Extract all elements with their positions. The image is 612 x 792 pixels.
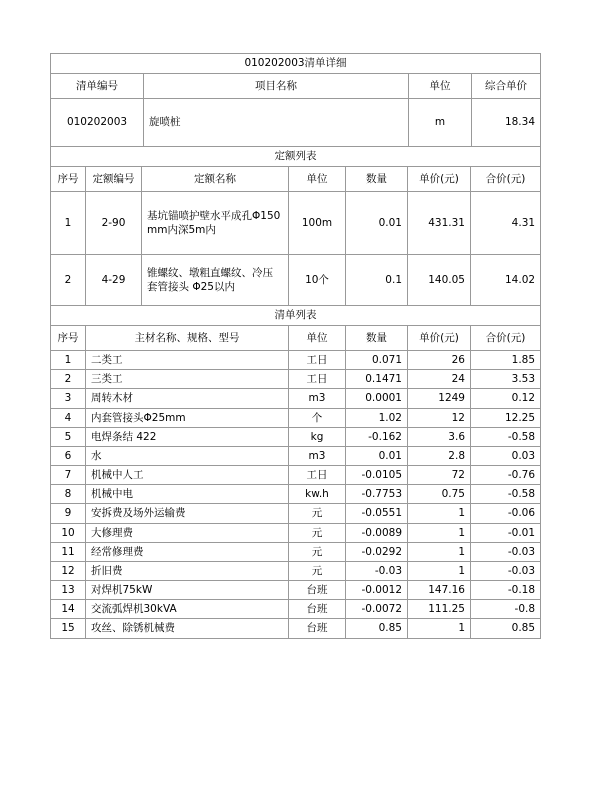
detail-row-cell: -0.0072 xyxy=(346,600,408,619)
detail-row xyxy=(51,600,541,619)
detail-table xyxy=(50,305,541,639)
detail-row-cell: 2 xyxy=(51,370,86,389)
detail-row-cell: 1 xyxy=(408,619,471,638)
detail-row-cell: 1 xyxy=(408,561,471,580)
detail-row-cell: 1 xyxy=(408,504,471,523)
quota-header-cell: 单位 xyxy=(289,167,346,192)
detail-row-cell: m3 xyxy=(289,389,346,408)
detail-row-cell: 内套管接头Φ25mm xyxy=(86,408,289,427)
bill-detail-document xyxy=(50,53,540,639)
detail-header-row xyxy=(51,326,541,351)
detail-row-cell: -0.01 xyxy=(471,523,541,542)
detail-row-cell: 7 xyxy=(51,466,86,485)
detail-row-cell: 折旧费 xyxy=(86,561,289,580)
summary-row-cell: 旋喷桩 xyxy=(144,99,409,147)
detail-row-cell: 0.85 xyxy=(471,619,541,638)
detail-row-cell: 机械中电 xyxy=(86,485,289,504)
quota-row-cell: 锥螺纹、墩粗直螺纹、冷压套管接头 Φ25以内 xyxy=(142,255,289,306)
detail-row-cell: -0.58 xyxy=(471,427,541,446)
detail-row-cell: -0.162 xyxy=(346,427,408,446)
detail-row xyxy=(51,542,541,561)
quota-row-cell: 14.02 xyxy=(471,255,541,306)
quota-row-cell: 1 xyxy=(51,192,86,255)
detail-table-body xyxy=(51,351,541,639)
detail-row-cell: 0.85 xyxy=(346,619,408,638)
detail-row-cell: 工日 xyxy=(289,466,346,485)
detail-row-cell: 11 xyxy=(51,542,86,561)
detail-row-cell: -0.8 xyxy=(471,600,541,619)
summary-row-cell: m xyxy=(409,99,472,147)
detail-row-cell: 26 xyxy=(408,351,471,370)
summary-row xyxy=(51,99,541,147)
detail-row xyxy=(51,351,541,370)
detail-header-cell: 单价(元) xyxy=(408,326,471,351)
quota-row xyxy=(51,255,541,306)
detail-row-cell: 3.6 xyxy=(408,427,471,446)
detail-row-cell: 安拆费及场外运输费 xyxy=(86,504,289,523)
detail-row-cell: 0.01 xyxy=(346,446,408,465)
detail-row-cell: 5 xyxy=(51,427,86,446)
quota-row-cell: 基坑锚喷护壁水平成孔Φ150mm内深5m内 xyxy=(142,192,289,255)
document-title: 010202003清单详细 xyxy=(51,54,541,74)
detail-row-cell: kw.h xyxy=(289,485,346,504)
detail-row-cell: -0.0105 xyxy=(346,466,408,485)
quota-row-cell: 100m xyxy=(289,192,346,255)
detail-row-cell: 14 xyxy=(51,600,86,619)
quota-row-cell: 140.05 xyxy=(408,255,471,306)
detail-row-cell: -0.58 xyxy=(471,485,541,504)
detail-header-cell: 合价(元) xyxy=(471,326,541,351)
detail-row-cell: -0.18 xyxy=(471,581,541,600)
detail-row-cell: 4 xyxy=(51,408,86,427)
detail-row-cell: 1.85 xyxy=(471,351,541,370)
detail-row-cell: 元 xyxy=(289,504,346,523)
detail-row xyxy=(51,389,541,408)
quota-table-body xyxy=(51,192,541,306)
detail-row xyxy=(51,485,541,504)
detail-row xyxy=(51,427,541,446)
detail-row-cell: 0.0001 xyxy=(346,389,408,408)
detail-row-cell: -0.76 xyxy=(471,466,541,485)
quota-section-title: 定额列表 xyxy=(51,147,541,167)
summary-table-body xyxy=(51,99,541,147)
detail-row-cell: -0.03 xyxy=(346,561,408,580)
quota-header-cell: 定额名称 xyxy=(142,167,289,192)
detail-row-cell: 13 xyxy=(51,581,86,600)
detail-row-cell: m3 xyxy=(289,446,346,465)
detail-row-cell: 12 xyxy=(51,561,86,580)
detail-row-cell: 交流弧焊机30kVA xyxy=(86,600,289,619)
detail-row-cell: 大修理费 xyxy=(86,523,289,542)
quota-header-cell: 定额编号 xyxy=(86,167,142,192)
quota-header-cell: 合价(元) xyxy=(471,167,541,192)
summary-header-cell: 综合单价 xyxy=(472,74,541,99)
detail-row-cell: 3 xyxy=(51,389,86,408)
detail-row-cell: 元 xyxy=(289,561,346,580)
detail-row-cell: 0.1471 xyxy=(346,370,408,389)
detail-row-cell: 2.8 xyxy=(408,446,471,465)
detail-row-cell: 0.12 xyxy=(471,389,541,408)
quota-row xyxy=(51,192,541,255)
detail-row-cell: 攻丝、除锈机械费 xyxy=(86,619,289,638)
detail-row xyxy=(51,446,541,465)
detail-row-cell: 9 xyxy=(51,504,86,523)
detail-row-cell: 3.53 xyxy=(471,370,541,389)
quota-row-cell: 0.01 xyxy=(346,192,408,255)
detail-row xyxy=(51,466,541,485)
detail-row-cell: -0.06 xyxy=(471,504,541,523)
detail-row-cell: 12.25 xyxy=(471,408,541,427)
detail-row-cell: 111.25 xyxy=(408,600,471,619)
detail-row-cell: kg xyxy=(289,427,346,446)
detail-row-cell: -0.03 xyxy=(471,542,541,561)
detail-row-cell: -0.7753 xyxy=(346,485,408,504)
detail-row-cell: -0.0551 xyxy=(346,504,408,523)
detail-row-cell: 个 xyxy=(289,408,346,427)
detail-row-cell: -0.03 xyxy=(471,561,541,580)
quota-row-cell: 2 xyxy=(51,255,86,306)
document-title-row xyxy=(51,54,541,74)
detail-header-cell: 序号 xyxy=(51,326,86,351)
detail-row xyxy=(51,504,541,523)
summary-header-cell: 单位 xyxy=(409,74,472,99)
detail-row-cell: 1.02 xyxy=(346,408,408,427)
detail-row-cell: 8 xyxy=(51,485,86,504)
detail-row xyxy=(51,581,541,600)
detail-row-cell: 水 xyxy=(86,446,289,465)
detail-row-cell: 电焊条结 422 xyxy=(86,427,289,446)
detail-row xyxy=(51,523,541,542)
detail-row-cell: -0.0292 xyxy=(346,542,408,561)
detail-row-cell: 机械中人工 xyxy=(86,466,289,485)
detail-row-cell: 台班 xyxy=(289,619,346,638)
detail-row-cell: 12 xyxy=(408,408,471,427)
quota-header-cell: 序号 xyxy=(51,167,86,192)
detail-row xyxy=(51,561,541,580)
detail-section-title-row xyxy=(51,306,541,326)
quota-header-cell: 数量 xyxy=(346,167,408,192)
quota-row-cell: 10个 xyxy=(289,255,346,306)
detail-row xyxy=(51,619,541,638)
quota-row-cell: 431.31 xyxy=(408,192,471,255)
detail-row-cell: 周转木材 xyxy=(86,389,289,408)
detail-row-cell: 1 xyxy=(408,523,471,542)
detail-row-cell: 元 xyxy=(289,542,346,561)
detail-row-cell: 1249 xyxy=(408,389,471,408)
detail-row-cell: 1 xyxy=(51,351,86,370)
detail-row-cell: 10 xyxy=(51,523,86,542)
detail-row-cell: 工日 xyxy=(289,370,346,389)
summary-table xyxy=(50,53,541,147)
detail-header-cell: 单位 xyxy=(289,326,346,351)
quota-table xyxy=(50,146,541,306)
detail-row xyxy=(51,370,541,389)
detail-row-cell: 0.03 xyxy=(471,446,541,465)
detail-row-cell: 元 xyxy=(289,523,346,542)
quota-section-title-row xyxy=(51,147,541,167)
detail-row-cell: 台班 xyxy=(289,600,346,619)
detail-row-cell: 15 xyxy=(51,619,86,638)
quota-row-cell: 4-29 xyxy=(86,255,142,306)
detail-row-cell: -0.0012 xyxy=(346,581,408,600)
detail-row-cell: 1 xyxy=(408,542,471,561)
detail-row-cell: 6 xyxy=(51,446,86,465)
detail-row xyxy=(51,408,541,427)
quota-row-cell: 0.1 xyxy=(346,255,408,306)
summary-header-cell: 清单编号 xyxy=(51,74,144,99)
detail-row-cell: 0.071 xyxy=(346,351,408,370)
detail-row-cell: 经常修理费 xyxy=(86,542,289,561)
quota-header-cell: 单价(元) xyxy=(408,167,471,192)
summary-header-row xyxy=(51,74,541,99)
detail-section-title: 清单列表 xyxy=(51,306,541,326)
detail-row-cell: 24 xyxy=(408,370,471,389)
quota-row-cell: 4.31 xyxy=(471,192,541,255)
detail-row-cell: -0.0089 xyxy=(346,523,408,542)
detail-row-cell: 三类工 xyxy=(86,370,289,389)
detail-header-cell: 数量 xyxy=(346,326,408,351)
quota-row-cell: 2-90 xyxy=(86,192,142,255)
detail-row-cell: 72 xyxy=(408,466,471,485)
detail-row-cell: 工日 xyxy=(289,351,346,370)
summary-row-cell: 18.34 xyxy=(472,99,541,147)
summary-header-cell: 项目名称 xyxy=(144,74,409,99)
detail-header-cell: 主材名称、规格、型号 xyxy=(86,326,289,351)
detail-row-cell: 0.75 xyxy=(408,485,471,504)
summary-row-cell: 010202003 xyxy=(51,99,144,147)
detail-row-cell: 147.16 xyxy=(408,581,471,600)
detail-row-cell: 二类工 xyxy=(86,351,289,370)
quota-header-row xyxy=(51,167,541,192)
detail-row-cell: 台班 xyxy=(289,581,346,600)
detail-row-cell: 对焊机75kW xyxy=(86,581,289,600)
